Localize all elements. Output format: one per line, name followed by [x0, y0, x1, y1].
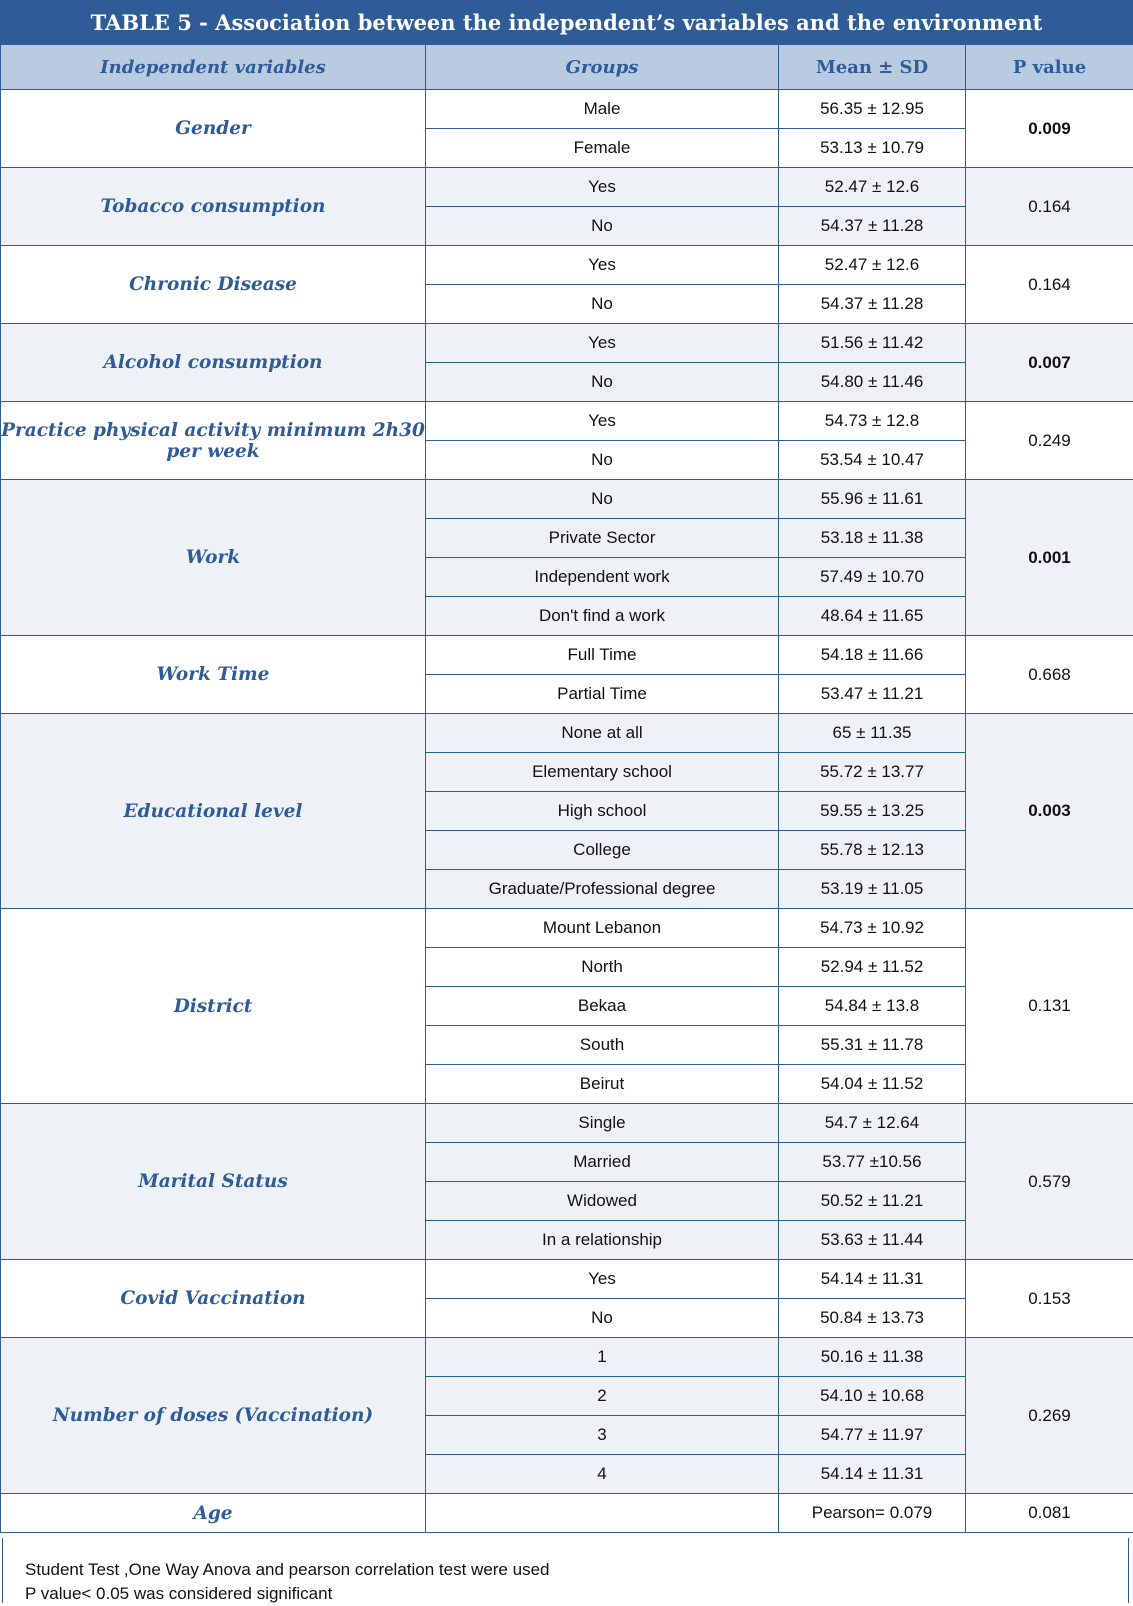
group-cell: Yes — [426, 324, 779, 363]
mean-sd-cell: 59.55 ± 13.25 — [779, 792, 966, 831]
mean-sd-cell: 50.16 ± 11.38 — [779, 1338, 966, 1377]
group-cell: Graduate/Professional degree — [426, 870, 779, 909]
variable-name-cell: District — [1, 909, 426, 1104]
group-cell: In a relationship — [426, 1221, 779, 1260]
p-value-cell: 0.668 — [966, 636, 1133, 714]
mean-sd-cell: 57.49 ± 10.70 — [779, 558, 966, 597]
table-row — [1, 1338, 1133, 1377]
mean-sd-cell: 50.52 ± 11.21 — [779, 1182, 966, 1221]
group-cell: Married — [426, 1143, 779, 1182]
group-cell: Private Sector — [426, 519, 779, 558]
table-row — [1, 714, 1133, 753]
group-cell: No — [426, 1299, 779, 1338]
mean-sd-cell: 54.37 ± 11.28 — [779, 285, 966, 324]
group-cell: 4 — [426, 1455, 779, 1494]
group-cell: Elementary school — [426, 753, 779, 792]
table-row — [1, 246, 1133, 285]
group-cell: 2 — [426, 1377, 779, 1416]
group-cell: Female — [426, 129, 779, 168]
header-p-value: P value — [966, 45, 1133, 90]
mean-sd-cell: 54.14 ± 11.31 — [779, 1260, 966, 1299]
mean-sd-cell: 53.77 ±10.56 — [779, 1143, 966, 1182]
mean-sd-cell: 54.73 ± 12.8 — [779, 402, 966, 441]
group-cell: Partial Time — [426, 675, 779, 714]
group-cell: No — [426, 285, 779, 324]
mean-sd-cell: 55.78 ± 12.13 — [779, 831, 966, 870]
mean-sd-cell: 53.19 ± 11.05 — [779, 870, 966, 909]
p-value-cell: 0.081 — [966, 1494, 1133, 1533]
mean-sd-cell: 54.80 ± 11.46 — [779, 363, 966, 402]
variable-name-cell: Age — [1, 1494, 426, 1533]
table-title: TABLE 5 - Association between the independent’s variables and the environment — [0, 0, 1133, 44]
mean-sd-cell: 53.18 ± 11.38 — [779, 519, 966, 558]
group-cell: Yes — [426, 168, 779, 207]
table-row — [1, 402, 1133, 441]
group-cell: Male — [426, 90, 779, 129]
group-cell: Yes — [426, 402, 779, 441]
mean-sd-cell: 54.14 ± 11.31 — [779, 1455, 966, 1494]
mean-sd-cell: 54.84 ± 13.8 — [779, 987, 966, 1026]
table-row — [1, 324, 1133, 363]
mean-sd-cell: 54.18 ± 11.66 — [779, 636, 966, 675]
p-value-cell: 0.007 — [966, 324, 1133, 402]
mean-sd-cell: 52.94 ± 11.52 — [779, 948, 966, 987]
variable-name-cell: Chronic Disease — [1, 246, 426, 324]
group-cell: Yes — [426, 1260, 779, 1299]
mean-sd-cell: 52.47 ± 12.6 — [779, 246, 966, 285]
group-cell: Independent work — [426, 558, 779, 597]
p-value-cell: 0.164 — [966, 168, 1133, 246]
variable-name-cell: Gender — [1, 90, 426, 168]
group-cell — [426, 1494, 779, 1533]
p-value-cell: 0.269 — [966, 1338, 1133, 1494]
group-cell: Bekaa — [426, 987, 779, 1026]
mean-sd-cell: 53.54 ± 10.47 — [779, 441, 966, 480]
table-row — [1, 480, 1133, 519]
group-cell: Widowed — [426, 1182, 779, 1221]
table-row — [1, 1494, 1133, 1533]
table-row — [1, 909, 1133, 948]
group-cell: No — [426, 363, 779, 402]
group-cell: Single — [426, 1104, 779, 1143]
group-cell: Yes — [426, 246, 779, 285]
group-cell: No — [426, 480, 779, 519]
table-row — [1, 90, 1133, 129]
mean-sd-cell: 55.72 ± 13.77 — [779, 753, 966, 792]
mean-sd-cell: 56.35 ± 12.95 — [779, 90, 966, 129]
note-tests-used: Student Test ,One Way Anova and pearson correlation test were used — [25, 1558, 1128, 1582]
mean-sd-cell: 53.63 ± 11.44 — [779, 1221, 966, 1260]
mean-sd-cell: 51.56 ± 11.42 — [779, 324, 966, 363]
mean-sd-cell: 55.31 ± 11.78 — [779, 1026, 966, 1065]
table-row — [1, 1260, 1133, 1299]
group-cell: 3 — [426, 1416, 779, 1455]
mean-sd-cell: 53.13 ± 10.79 — [779, 129, 966, 168]
group-cell: College — [426, 831, 779, 870]
mean-sd-cell: 48.64 ± 11.65 — [779, 597, 966, 636]
mean-sd-cell: 54.04 ± 11.52 — [779, 1065, 966, 1104]
group-cell: South — [426, 1026, 779, 1065]
variable-name-cell: Work Time — [1, 636, 426, 714]
group-cell: 1 — [426, 1338, 779, 1377]
p-value-cell: 0.249 — [966, 402, 1133, 480]
mean-sd-cell: 54.7 ± 12.64 — [779, 1104, 966, 1143]
mean-sd-cell: 54.73 ± 10.92 — [779, 909, 966, 948]
header-independent-variables: Independent variables — [1, 45, 426, 90]
mean-sd-cell: Pearson= 0.079 — [779, 1494, 966, 1533]
mean-sd-cell: 54.37 ± 11.28 — [779, 207, 966, 246]
variable-name-cell: Tobacco consumption — [1, 168, 426, 246]
group-cell: Beirut — [426, 1065, 779, 1104]
p-value-cell: 0.131 — [966, 909, 1133, 1104]
mean-sd-cell: 52.47 ± 12.6 — [779, 168, 966, 207]
note-significance: P value< 0.05 was considered significant — [25, 1582, 1128, 1606]
table-row — [1, 1104, 1133, 1143]
mean-sd-cell: 53.47 ± 11.21 — [779, 675, 966, 714]
group-cell: None at all — [426, 714, 779, 753]
p-value-cell: 0.001 — [966, 480, 1133, 636]
association-table — [0, 44, 1133, 1533]
mean-sd-cell: 65 ± 11.35 — [779, 714, 966, 753]
p-value-cell: 0.009 — [966, 90, 1133, 168]
table-row — [1, 168, 1133, 207]
group-cell: High school — [426, 792, 779, 831]
table-row — [1, 636, 1133, 675]
variable-name-cell: Alcohol consumption — [1, 324, 426, 402]
variable-name-cell: Work — [1, 480, 426, 636]
variable-name-cell: Practice physical activity minimum 2h30 per week — [1, 402, 426, 480]
p-value-cell: 0.153 — [966, 1260, 1133, 1338]
mean-sd-cell: 50.84 ± 13.73 — [779, 1299, 966, 1338]
group-cell: North — [426, 948, 779, 987]
group-cell: No — [426, 207, 779, 246]
table-notes — [2, 1538, 1129, 1603]
p-value-cell: 0.164 — [966, 246, 1133, 324]
mean-sd-cell: 54.10 ± 10.68 — [779, 1377, 966, 1416]
header-row — [1, 45, 1133, 90]
variable-name-cell: Number of doses (Vaccination) — [1, 1338, 426, 1494]
p-value-cell: 0.003 — [966, 714, 1133, 909]
variable-name-cell: Marital Status — [1, 1104, 426, 1260]
variable-name-cell: Educational level — [1, 714, 426, 909]
mean-sd-cell: 55.96 ± 11.61 — [779, 480, 966, 519]
header-mean-sd: Mean ± SD — [779, 45, 966, 90]
group-cell: Mount Lebanon — [426, 909, 779, 948]
mean-sd-cell: 54.77 ± 11.97 — [779, 1416, 966, 1455]
group-cell: No — [426, 441, 779, 480]
group-cell: Don't find a work — [426, 597, 779, 636]
header-groups: Groups — [426, 45, 779, 90]
p-value-cell: 0.579 — [966, 1104, 1133, 1260]
table-body — [1, 90, 1133, 1533]
group-cell: Full Time — [426, 636, 779, 675]
variable-name-cell: Covid Vaccination — [1, 1260, 426, 1338]
